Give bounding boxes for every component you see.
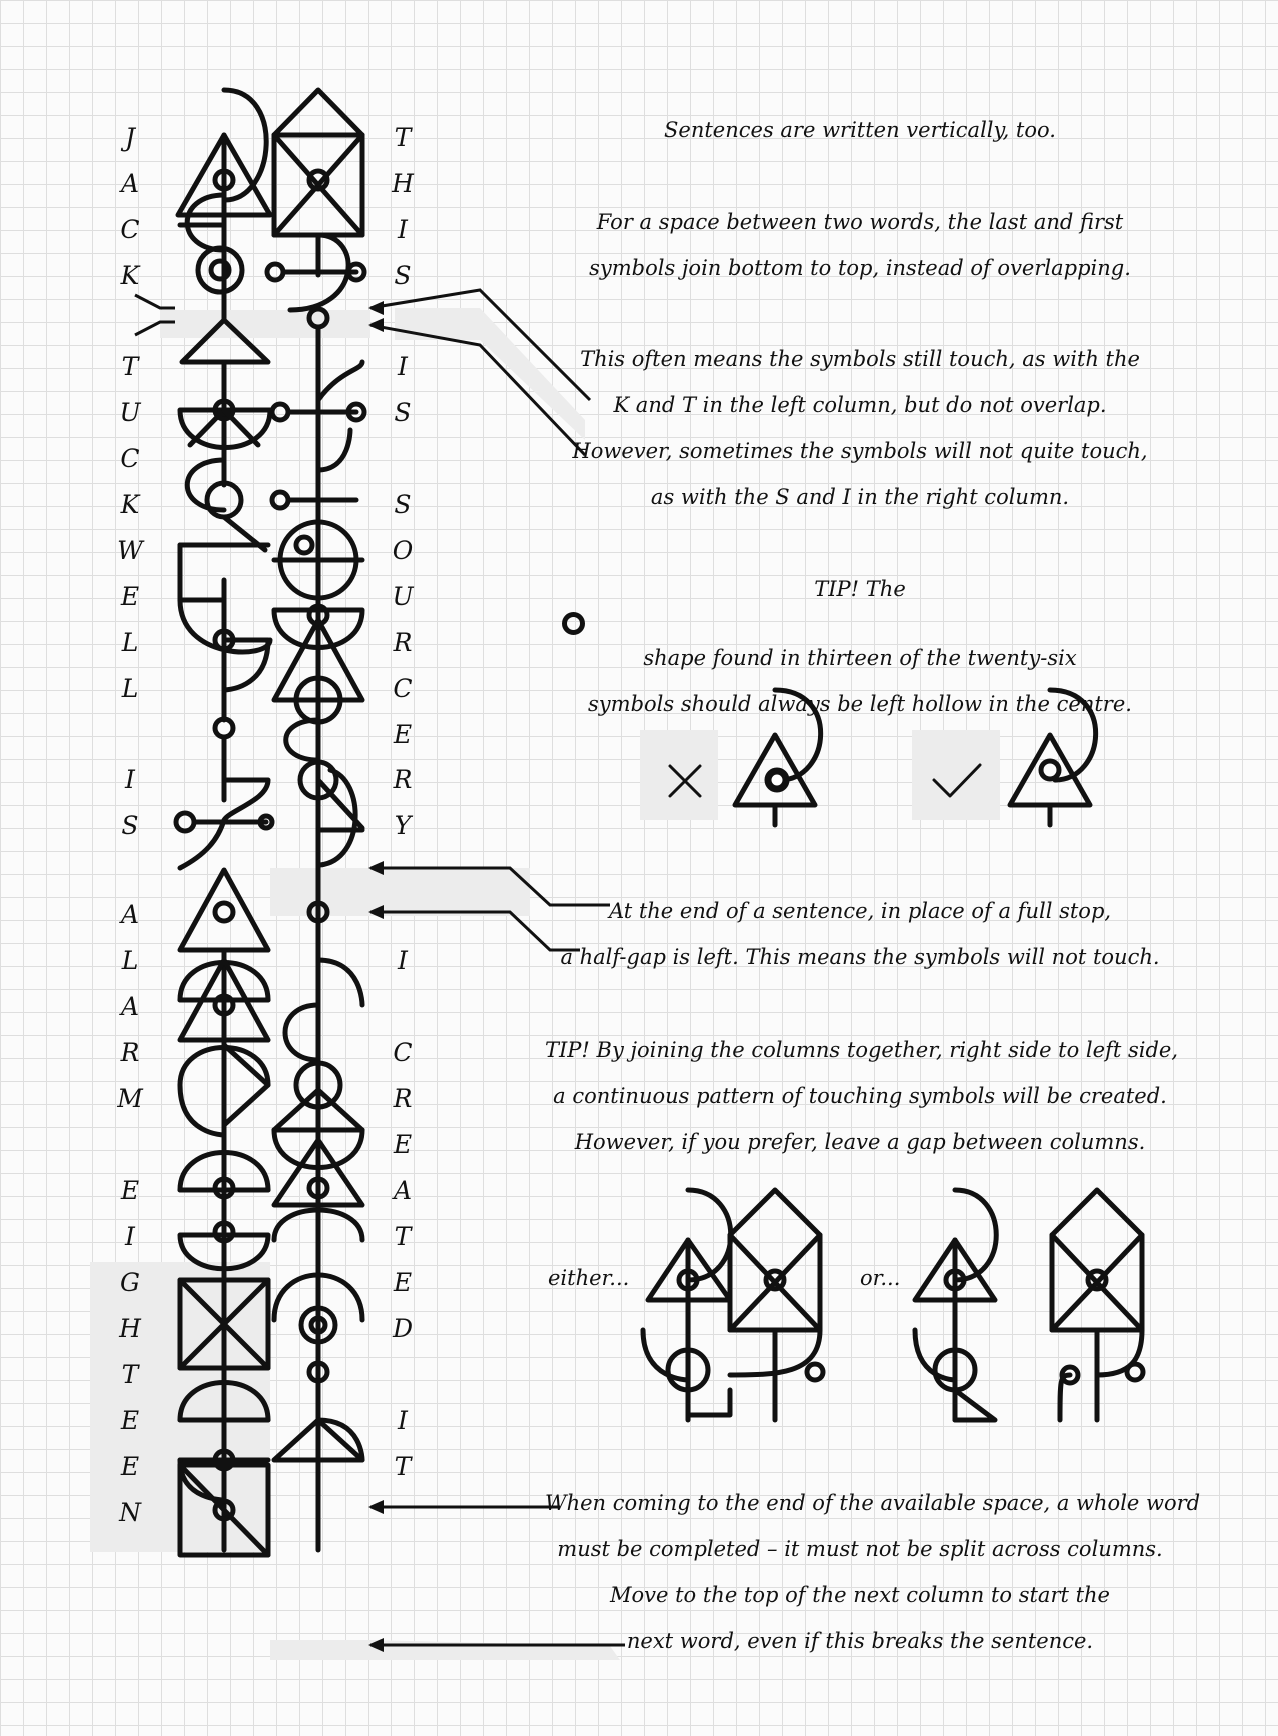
right-letter: S xyxy=(394,398,412,427)
right-letter: E xyxy=(393,1130,413,1159)
separate-columns-example xyxy=(915,1190,1143,1420)
note-vertical xyxy=(560,107,1160,153)
either-caption: either... xyxy=(548,1266,630,1290)
left-letter: C xyxy=(120,444,140,473)
note-line: a half-gap is left. This means the symbols will not touch. xyxy=(560,945,1160,969)
left-letter: K xyxy=(120,261,140,290)
note-line: However, if you prefer, leave a gap between columns. xyxy=(574,1130,1146,1154)
left-letter: M xyxy=(117,1084,143,1113)
left-letter: E xyxy=(120,1176,140,1205)
note-line: TIP! By joining the columns together, right side to left side, xyxy=(545,1038,1179,1062)
note-line: next word, even if this breaks the sentence. xyxy=(626,1629,1094,1653)
note-line: When coming to the end of the available space, a whole word xyxy=(545,1491,1201,1515)
note-line: Sentences are written vertically, too. xyxy=(664,118,1056,142)
left-letter: L xyxy=(121,674,139,703)
left-letter: J xyxy=(124,123,136,152)
left-letter: T xyxy=(121,352,139,381)
left-letter: I xyxy=(125,765,135,794)
right-letter: H xyxy=(392,169,414,198)
right-letter: R xyxy=(393,1084,413,1113)
right-letter: Y xyxy=(394,811,412,840)
left-letter: E xyxy=(120,1452,140,1481)
left-letter: C xyxy=(120,215,140,244)
right-letter: E xyxy=(393,1268,413,1297)
left-letter: A xyxy=(120,900,140,929)
note-line: For a space between two words, the last and first xyxy=(596,210,1124,234)
right-letter: T xyxy=(394,1452,412,1481)
left-letter: W xyxy=(117,536,143,565)
note-line: as with the S and I in the right column. xyxy=(650,485,1070,509)
note-line: symbols join bottom to top, instead of overlapping. xyxy=(589,256,1131,280)
right-letter: E xyxy=(393,720,413,749)
tip-after: shape found in thirteen of the twenty-six xyxy=(643,646,1077,670)
note-space xyxy=(560,199,1160,291)
note-line: Move to the top of the next column to start the xyxy=(609,1583,1110,1607)
note-tip-hollow xyxy=(560,566,1160,727)
note-line: However, sometimes the symbols will not quite touch, xyxy=(572,439,1148,463)
right-letter: T xyxy=(394,1222,412,1251)
left-letter: T xyxy=(121,1360,139,1389)
note-sentence-end xyxy=(560,888,1160,980)
right-letter: C xyxy=(393,674,413,703)
right-letter: D xyxy=(392,1314,414,1343)
left-letter: G xyxy=(120,1268,140,1297)
left-letter: L xyxy=(121,946,139,975)
right-letter: R xyxy=(393,765,413,794)
note-line: a continuous pattern of touching symbols will be created. xyxy=(553,1084,1167,1108)
tip-before: TIP! The xyxy=(814,577,906,601)
right-letter: I xyxy=(398,946,408,975)
right-letter: C xyxy=(393,1038,413,1067)
right-letter: S xyxy=(394,490,412,519)
left-letter: N xyxy=(119,1498,141,1527)
note-line: At the end of a sentence, in place of a full stop, xyxy=(608,899,1112,923)
or-caption: or... xyxy=(860,1266,901,1290)
left-letter: H xyxy=(119,1314,141,1343)
hollow-circle-icon xyxy=(562,612,585,635)
right-letter: R xyxy=(393,628,413,657)
right-letter: I xyxy=(398,352,408,381)
left-letter: K xyxy=(120,490,140,519)
note-line xyxy=(560,566,1160,681)
right-letter: I xyxy=(398,215,408,244)
joined-columns-example xyxy=(643,1190,823,1420)
left-letter: I xyxy=(125,1222,135,1251)
right-letter: T xyxy=(394,123,412,152)
note-column-end xyxy=(545,1480,1201,1664)
note-tip-join xyxy=(545,1027,1179,1165)
arrow-heads xyxy=(368,301,384,1652)
left-letter: R xyxy=(120,1038,140,1067)
left-letter: E xyxy=(120,1406,140,1435)
left-letter: A xyxy=(120,169,140,198)
left-letter: L xyxy=(121,628,139,657)
note-line: K and T in the left column, but do not overlap. xyxy=(613,393,1107,417)
left-letter: E xyxy=(120,582,140,611)
left-letter: S xyxy=(121,811,139,840)
note-touch xyxy=(560,336,1160,520)
note-line: This often means the symbols still touch, as with the xyxy=(580,347,1140,371)
left-letter: U xyxy=(119,398,141,427)
right-letter: O xyxy=(392,536,414,565)
note-line: must be completed – it must not be split across columns. xyxy=(557,1537,1163,1561)
note-line: symbols should always be left hollow in the centre. xyxy=(588,692,1132,716)
right-letter: I xyxy=(398,1406,408,1435)
right-letter: U xyxy=(392,582,414,611)
right-letter: S xyxy=(394,261,412,290)
left-letter: A xyxy=(120,992,140,1021)
right-script-column xyxy=(267,90,364,1550)
right-letter: A xyxy=(393,1176,413,1205)
